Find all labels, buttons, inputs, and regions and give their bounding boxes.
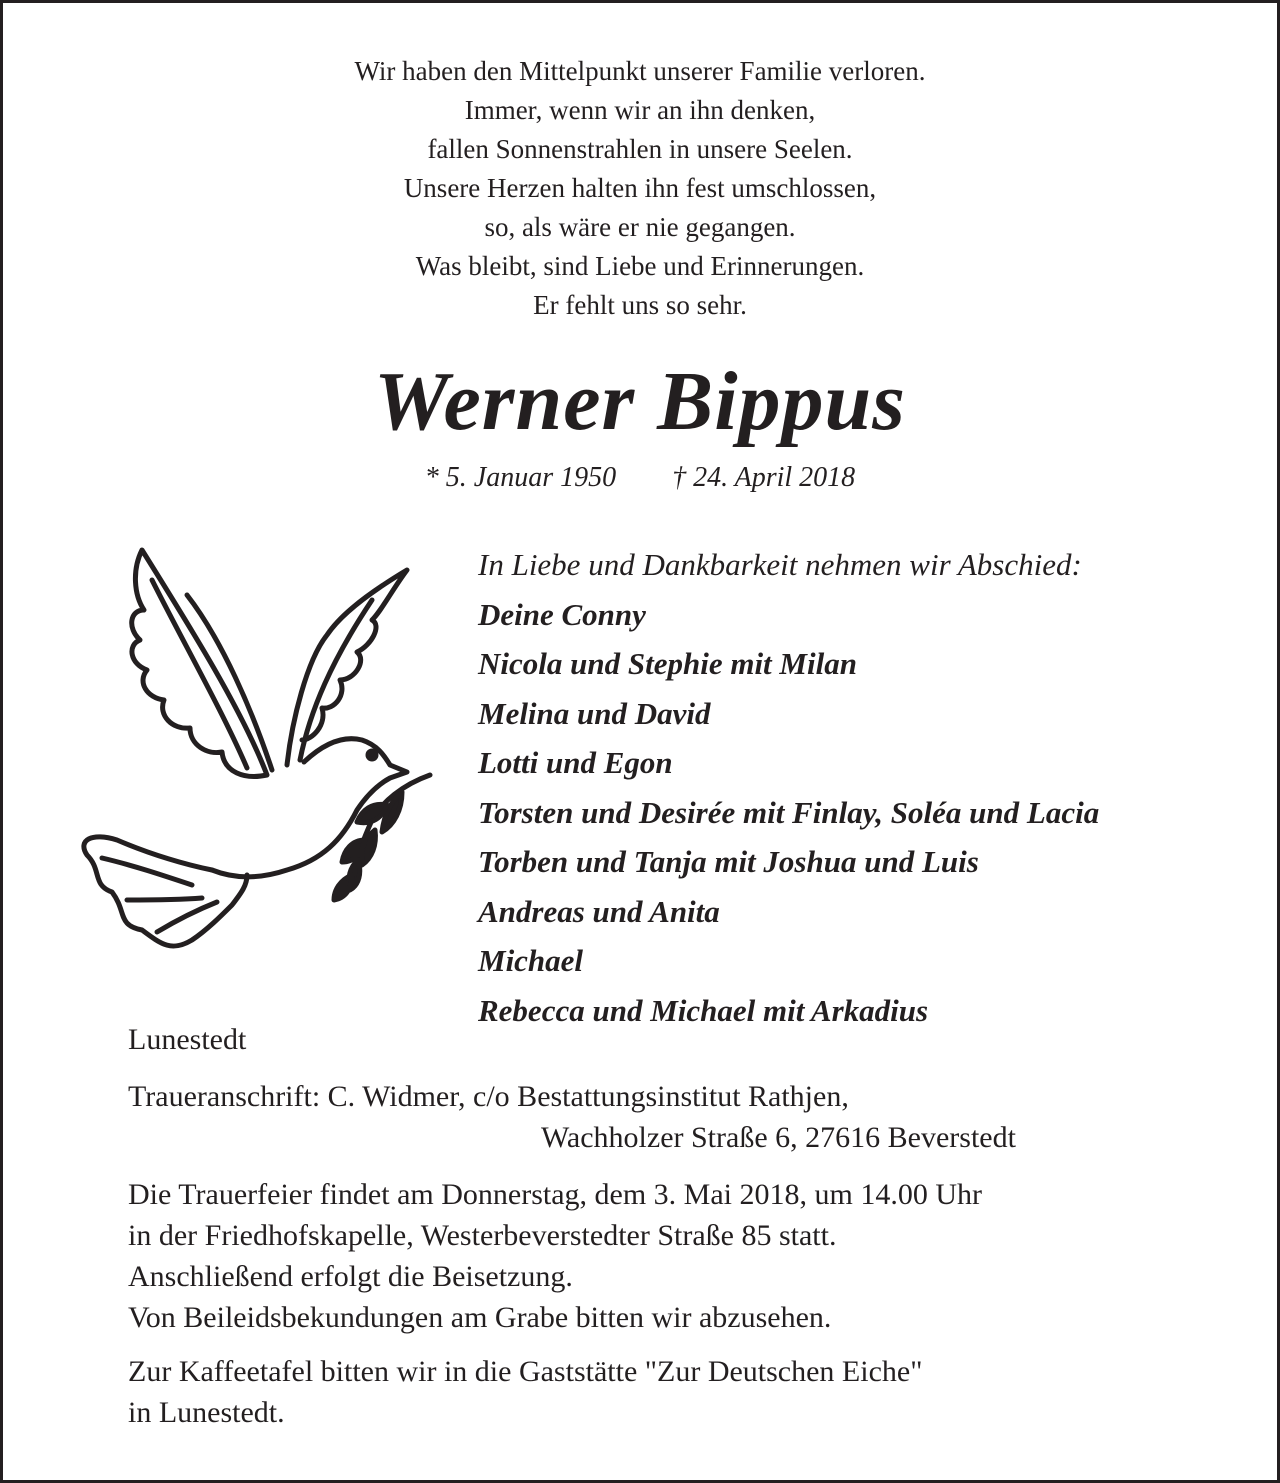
mourner-name: Andreas und Anita bbox=[478, 893, 720, 929]
poem-line: Wir haben den Mittelpunkt unserer Familie verloren. bbox=[354, 56, 926, 86]
deceased-name: Werner Bippus bbox=[374, 355, 906, 448]
coffee-line: in Lunestedt. bbox=[128, 1396, 285, 1429]
mourner-name: Deine Conny bbox=[478, 596, 646, 632]
death-date: † 24. April 2018 bbox=[672, 462, 856, 493]
mourner-name: Michael bbox=[478, 943, 584, 978]
poem-line: Er fehlt uns so sehr. bbox=[533, 290, 747, 320]
address-line: Traueranschrift: C. Widmer, c/o Bestattungsinstitut Rathjen, bbox=[128, 1080, 849, 1113]
mourner-name: Lotti und Egon bbox=[478, 745, 673, 780]
poem-line: fallen Sonnenstrahlen in unsere Seelen. bbox=[427, 134, 853, 164]
mourner-name: Melina und David bbox=[478, 695, 711, 731]
mourner-name: Rebecca und Michael mit Arkadius bbox=[478, 992, 929, 1028]
mourner-name: Torsten und Desirée mit Finlay, Soléa und Lacia bbox=[478, 794, 1100, 830]
ceremony-line: Die Trauerfeier findet am Donnerstag, dem 3. Mai 2018, um 14.00 Uhr bbox=[128, 1178, 982, 1211]
place-name: Lunestedt bbox=[128, 1023, 247, 1056]
mourner-name: Torben und Tanja mit Joshua und Luis bbox=[478, 844, 979, 879]
coffee-line: Zur Kaffeetafel bitten wir in die Gaststätte "Zur Deutschen Eiche" bbox=[128, 1355, 923, 1388]
ceremony-info bbox=[128, 1174, 982, 1338]
poem-line: Was bleibt, sind Liebe und Erinnerungen. bbox=[415, 251, 865, 281]
farewell-intro: In Liebe und Dankbarkeit nehmen wir Abschied: bbox=[478, 547, 1082, 582]
mourning-address bbox=[128, 1076, 1016, 1158]
dove-with-olive-branch-icon bbox=[72, 540, 442, 970]
ceremony-line: Anschließend erfolgt die Beisetzung. bbox=[128, 1260, 573, 1293]
ceremony-line: in der Friedhofskapelle, Westerbeverstedter Straße 85 statt. bbox=[128, 1219, 837, 1252]
poem bbox=[0, 52, 1280, 325]
birth-date: * 5. Januar 1950 bbox=[424, 462, 617, 493]
coffee-invitation bbox=[128, 1351, 922, 1433]
mourner-name: Nicola und Stephie mit Milan bbox=[478, 646, 857, 681]
poem-line: so, als wäre er nie gegangen. bbox=[484, 212, 796, 242]
address-line: Wachholzer Straße 6, 27616 Beverstedt bbox=[541, 1121, 1016, 1154]
mourners-list bbox=[478, 540, 1099, 1035]
poem-line: Unsere Herzen halten ihn fest umschlossen, bbox=[403, 173, 877, 203]
ceremony-line: Von Beileidsbekundungen am Grabe bitten wir abzusehen. bbox=[128, 1301, 832, 1334]
poem-line: Immer, wenn wir an ihn denken, bbox=[464, 95, 816, 125]
life-dates bbox=[0, 460, 1280, 496]
